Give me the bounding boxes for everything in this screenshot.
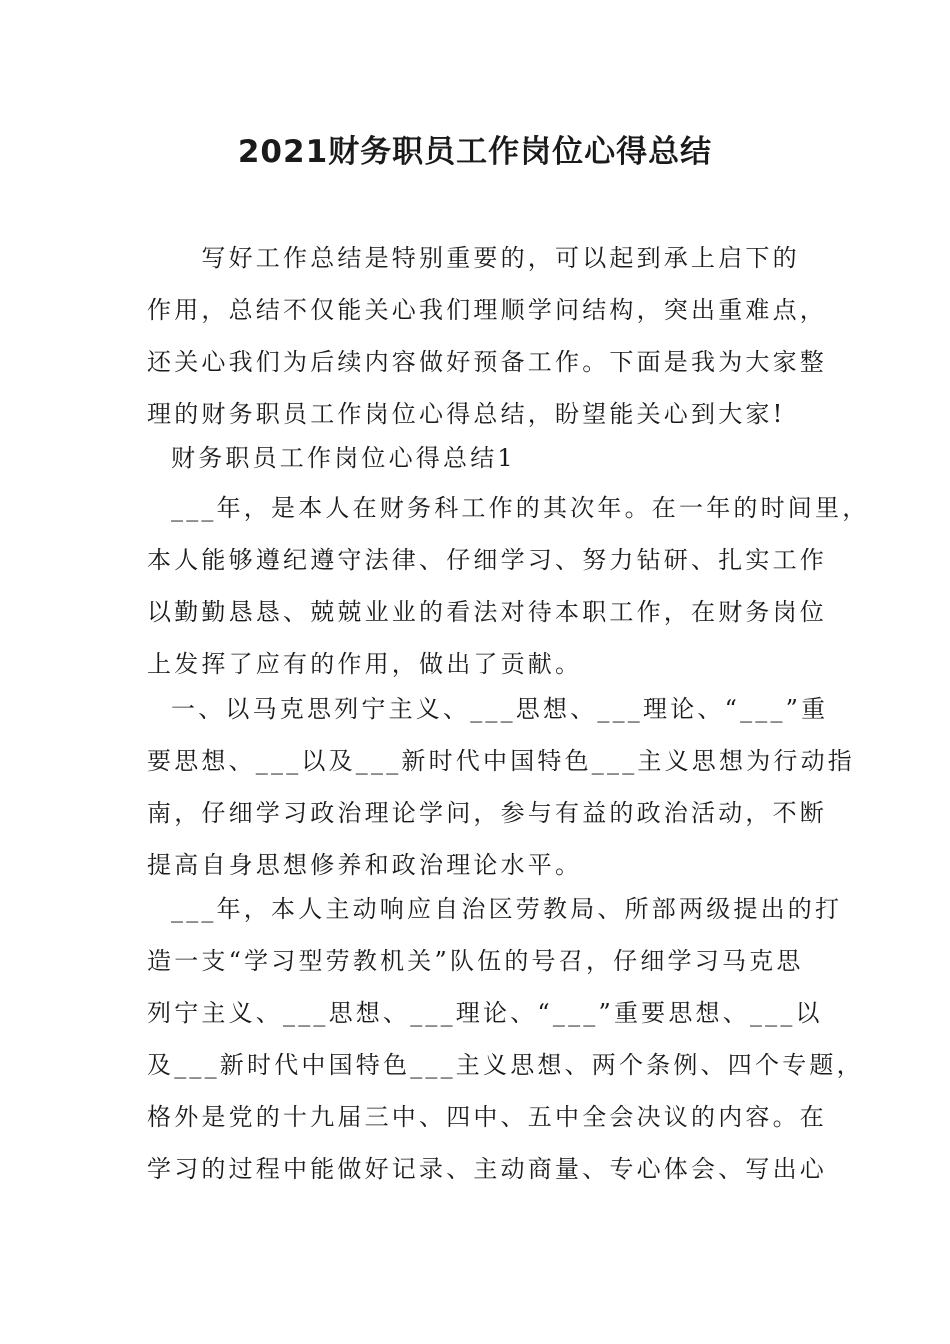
body-paragraph-3 xyxy=(147,883,864,1195)
text-line: 要思想、___以及___新时代中国特色___主义思想为行动指 xyxy=(147,747,855,775)
text-line: ___年，是本人在财务科工作的其次年。在一年的时间里， xyxy=(171,494,870,522)
document-title: 2021财务职员工作岗位心得总结 xyxy=(237,134,713,170)
text-line: 以勤勤恳恳、兢兢业业的看法对待本职工作，在财务岗位 xyxy=(147,598,827,626)
subheading-text: 财务职员工作岗位心得总结1 xyxy=(171,444,516,472)
body-paragraph-2 xyxy=(147,683,855,891)
text-line: 写好工作总结是特别重要的，可以起到承上启下的 xyxy=(147,244,800,272)
text-line: 格外是党的十九届三中、四中、五中全会决议的内容。在 xyxy=(147,1103,827,1131)
text-line: 一、以马克思列宁主义、___思想、___理论、“___”重 xyxy=(171,695,829,723)
text-line: 作用，总结不仅能关心我们理顺学问结构，突出重难点， xyxy=(147,296,827,324)
text-line: 南，仔细学习政治理论学问，参与有益的政治活动，不断 xyxy=(147,799,827,827)
text-line: 学习的过程中能做好记录、主动商量、专心体会、写出心 xyxy=(147,1155,827,1183)
text-line: 上发挥了应有的作用，做出了贡献。 xyxy=(147,650,583,678)
text-line: 还关心我们为后续内容做好预备工作。下面是我为大家整 xyxy=(147,348,827,376)
text-line: 理的财务职员工作岗位心得总结，盼望能关心到大家! xyxy=(147,400,786,428)
section-subheading xyxy=(147,432,827,484)
text-line: 列宁主义、___思想、___理论、“___”重要思想、___以 xyxy=(147,999,823,1027)
text-line: ___年，本人主动响应自治区劳教局、所部两级提出的打 xyxy=(171,895,843,923)
text-line: 造一支“学习型劳教机关”队伍的号召，仔细学习马克思 xyxy=(147,947,804,975)
text-line: 及___新时代中国特色___主义思想、两个条例、四个专题， xyxy=(147,1051,864,1079)
text-line: 本人能够遵纪遵守法律、仔细学习、努力钻研、扎实工作 xyxy=(147,546,827,574)
body-paragraph-1 xyxy=(147,482,870,690)
intro-paragraph xyxy=(147,232,827,440)
text-line: 提高自身思想修养和政治理论水平。 xyxy=(147,851,583,879)
